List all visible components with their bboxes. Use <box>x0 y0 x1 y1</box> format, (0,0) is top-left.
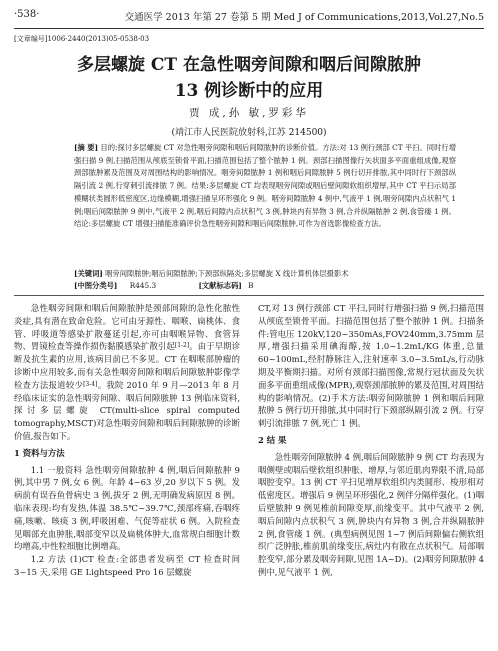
methods-continued-paragraph: CT,对 13 例行颈部 CT 平扫,同时行增强扫描 9 例,扫描范围从颅底至锁骨平面。扫描范围包括了整个脓肿 1 例。扫描条件:管电压 120kV,120~350mAs,FOV240mm,3.75mm 层厚,增强扫描采用碘海醇,按 1.0~1.2mL/KG 体重,总量 60~100mL,经肘静脉注入,注射速率 3.0~3.5mL/s,行动脉期及平衡期扫描。对所有颈部扫描图像,常规行冠状面及矢状面多平面重组成像(MPR),观察颈部脓肿的累及范围,对周围结构的影响情况。(2)手术方法:咽旁间隙脓肿 1 例和咽后间隙脓肿 5 例行切开排脓,其中同时行下颈部纵隔引流 2 例。行穿刺引流排脓 7 例,死亡 1 例。 <box>258 303 484 429</box>
intro-text-3: 。我院 2010 年 9 月—2013 年 8 月经临床证实的急性咽旁间隙、咽后间隙脓肿 13 例临床资料,探讨多层螺旋 CT(multi-slice spiral computed tomography,MSCT)对急性咽旁间隙和咽后间隙脓肿的诊断价值,报告如下。 <box>14 379 241 441</box>
journal-line: 交通医学 2013 年第 27 卷第 5 期 Med J of Communications,2013,Vol.27,No.5 <box>124 12 484 23</box>
abstract-text: 目的:探讨多层螺旋 CT 对急性咽旁间隙和咽后间隙脓肿的诊断价值。方法:对 13 例行颈部 CT 平扫、同时行增强扫描 9 例,扫描范围从颅底至锁骨平面,扫描范围包括了整个脓肿 1 例。颈部扫描图像行矢状面多平面重组成像,观察颈部脓肿累及范围及对周围结构的影响情况。咽旁间隙脓肿 1 例和咽后间隙脓肿 5 例行切开排脓,其中同时行下颈部纵隔引流 2 例,行穿刺引流排脓 7 例。结果:多层螺旋 CT 均表现咽旁间隙或咽后壁间隙软组织增厚,其中 CT 平扫示局部模糊状类圆形低密度区,边缘模糊,增强扫描呈环形强化 9 例。咽旁间隙脓肿 4 例中,气液平 1 例,咽旁间隙内点状积气 1 例;咽后间隙脓肿 9 例中,气液平 2 例,咽后间隙内点状积气 3 例,肿块内有异物 3 例,合并纵隔脓肿 2 例,食管瘘 1 例。结论:多层螺旋 CT 增强扫描能准确评价急性咽旁间隙和咽后间隙脓肿,可作为首选影像检查方法。 <box>74 143 457 229</box>
classification-line <box>74 280 456 291</box>
section-heading: 1 资料与方法 <box>14 447 65 458</box>
section-heading: 2 结 果 <box>258 434 287 445</box>
keywords-label: [关键词] <box>74 269 103 278</box>
methods-paragraph: 1.2 方法 (1)CT 检查:全部患者发病至 CT 检查时间 3~15 天,采用 GE Lightspeed Pro 16 层螺旋 <box>14 554 240 577</box>
intro-paragraph <box>14 302 240 443</box>
running-header <box>14 6 484 29</box>
intro-text-1: 急性咽旁间隙和咽后间隙脓肿是颈部间隙的急性化脓性炎症,具有潜在致命危险。它可由牙源性、咽喉、扁桃体、食管、呼吸道等感染扩散蔓延引起,亦可由咽喉异物、食管异物、胃镜检查等操作损伤黏膜感染扩散引起 <box>14 303 240 352</box>
doc-code-value: B <box>248 281 254 290</box>
keywords <box>74 268 456 279</box>
clc-label: [中图分类号] <box>74 281 118 290</box>
title-line-2: 13 例诊断中的应用 <box>174 81 324 101</box>
affiliation: (靖江市人民医院放射科,江苏 214500) <box>171 128 327 138</box>
intro-text-2: 。由于早期诊断及抗生素的应用,该病目前已不多见。CT 在咽喉部肿瘤的诊断中应用较多,而有关急性咽旁间隙和咽后间隙脓肿影像学检查方法报道较少 <box>14 341 241 390</box>
doc-code-label: [文献标志码] <box>198 281 242 290</box>
right-column <box>258 302 484 579</box>
ref-superscript: [1-2] <box>174 342 190 350</box>
authors: 贾 成,孙 敏,罗彩华 <box>189 107 309 119</box>
separator-rule <box>14 295 484 296</box>
abstract-label: [摘 要] <box>74 143 99 152</box>
clc-value: R445.3 <box>129 281 157 290</box>
results-paragraph: 急性咽旁间隙脓肿 4 例,咽后间隙脓肿 9 例 CT 均表现为咽侧壁或咽后壁软组织肿胀、增厚,与邻近肌肉界限不清,局部咽腔变窄。13 例 CT 平扫见增厚软组织内类圆形、梭形相对低密度区。增强后 9 例呈环形强化,2 例伴分隔样强化。(1)咽后壁脓肿 9 例见椎前间隙变厚,前缘变平。其中气液平 2 例,咽后间隙内点状积气 3 例,肿块内有异物 3 例,合并纵隔脓肿 2 例,食管瘘 1 例。(典型病例见图 1~7 例后间隙偏右侧软组织广泛肿胀,椎前肌前缘变压,病灶内有散在点状积气。局部咽腔变窄,部分累及咽旁间隙,见图 1A~D)。(2)咽旁间隙脓肿 4 例中,见气液平 1 例, <box>258 451 484 577</box>
title-line-1: 多层螺旋 CT 在急性咽旁间隙和咽后间隙脓肿 <box>76 55 422 75</box>
page-number: ·538· <box>14 9 40 20</box>
article-number: [文章编号]1006-2440(2013)05-0538-03 <box>14 35 150 43</box>
ref-superscript: [3-4] <box>83 380 98 388</box>
keywords-text: 咽旁间隙脓肿;咽后间隙脓肿;下颈部纵隔炎;多层螺旋 X 线计算机体层摄影术 <box>105 269 349 278</box>
left-column <box>14 302 240 579</box>
abstract <box>74 142 456 231</box>
general-data-paragraph: 1.1 一般资料 急性咽旁间隙脓肿 4 例,咽后间隙脓肿 9 例,其中男 7 例,女 6 例。年龄 4~63 岁,20 岁以下 5 例。发病前有误吞鱼骨病史 3 例,拔牙 2 例,无明确发病原因 8 例。临床表现:均有发热,体温 38.5℃~39.7℃,颈部疼痛,吞咽疼痛,咳嗽、咳痰 3 例,呼吸困难、气促等症状 6 例。入院检查见咽部充血肿胀,咽部变窄以及扁桃体肿大,血常规白细胞计数均增高,中性粒细胞比例增高。 <box>14 464 240 552</box>
